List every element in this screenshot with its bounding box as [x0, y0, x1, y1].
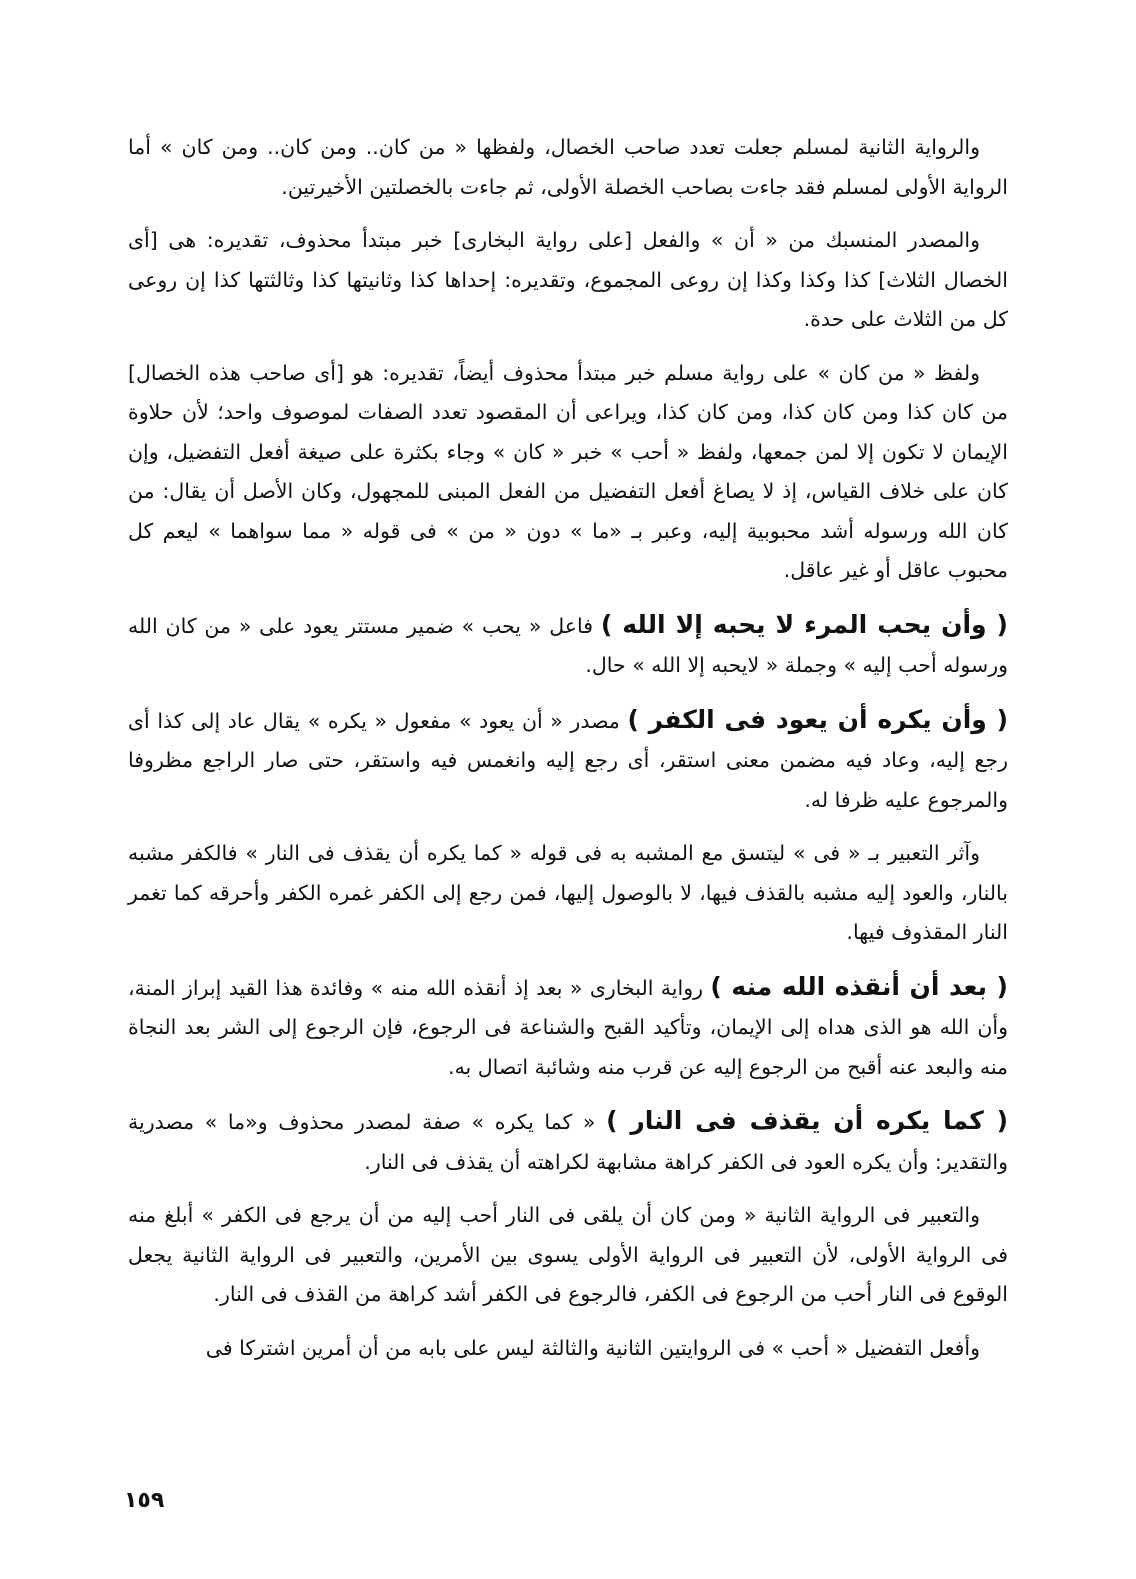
paragraph-2-text: والمصدر المنسبك من « أن » والفعل [على رواية البخارى] خبر مبتدأ محذوف، تقديره: هى [أى الخصال الثلاث] كذا وكذا وكذا إن روعى المجموع، وتقديره: إحداها كذا وثانيتها كذا وثالثتها كذا إن روعى كل من الثلاث على حدة. [128, 228, 1008, 331]
paragraph-10 [128, 1329, 1008, 1369]
paragraph-8-text: « كما يكره » صفة لمصدر محذوف و«ما » مصدرية والتقدير: وأن يكره العود فى الكفر كراهة مشابهة لكراهته أن يقذف فى النار. [128, 1110, 1008, 1174]
paragraph-4-text: فاعل « يحب » ضمير مستتر يعود على « من كان الله ورسوله أحب إليه » وجملة « لايحبه إلا الله » حال. [128, 613, 1008, 677]
paragraph-6 [128, 834, 1008, 953]
paragraph-6-text: وآثر التعبير بـ « فى » ليتسق مع المشبه به فى قوله « كما يكره أن يقذف فى النار » فالكفر مشبه بالنار، والعود إليه مشبه بالقذف فيها، لا بالوصول إليها، فمن رجع إلى الكفر غمره الكفر وأحرقه كما تغمر النار المقذوف فيها. [128, 841, 1008, 944]
paragraph-8 [128, 1101, 1008, 1182]
paragraph-5 [128, 700, 1008, 821]
hadith-phrase-heading: ( وأن يحب المرء لا يحبه إلا الله ) [600, 609, 1008, 639]
paragraph-1 [128, 128, 1008, 207]
paragraph-7-text: رواية البخارى « بعد إذ أنقذه الله منه » وفائدة هذا القيد إبراز المنة، وأن الله هو الذى هداه إلى الإيمان، وتأكيد القبح والشناعة فى الرجوع، فإن الرجوع إلى الشر بعد النجاة منه والبعد عنه أقبح من الرجوع إليه عن قرب منه وشائبة اتصال به. [128, 975, 1008, 1079]
page-body [128, 128, 1008, 1382]
paragraph-1-text: والرواية الثانية لمسلم جعلت تعدد صاحب الخصال، ولفظها « من كان.. ومن كان.. ومن كان » أما الرواية الأولى لمسلم فقد جاءت بصاحب الخصلة الأولى، ثم جاءت بالخصلتين الأخيرتين. [128, 135, 1008, 199]
paragraph-3 [128, 354, 1008, 591]
hadith-phrase-heading: ( وأن يكره أن يعود فى الكفر ) [627, 704, 1008, 734]
page-number: ١٥٩ [124, 1488, 165, 1513]
paragraph-7 [128, 967, 1008, 1088]
hadith-phrase-heading: ( كما يكره أن يقذف فى النار ) [606, 1106, 1008, 1135]
paragraph-3-text: ولفظ « من كان » على رواية مسلم خبر مبتدأ محذوف أيضاً، تقديره: هو [أى صاحب هذه الخصال] من كان كذا ومن كان كذا، ومن كان كذا، ويراعى أن المقصود تعدد الصفات لموصوف واحد؛ لأن حلاوة الإيمان لا تكون إلا لمن جمعها، ولفظ « أحب » خبر « كان » وجاء بكثرة على صيغة أفعل التفضيل، وإن كان على خلاف القياس، إذ لا يصاغ أفعل التفضيل من الفعل المبنى للمجهول، وكان الأصل أن يقال: من كان الله ورسوله أشد محبوبية إليه، وعبر بـ «ما » دون « من » فى قوله « مما سواهما » ليعم كل محبوب عاقل أو غير عاقل. [128, 360, 1008, 582]
paragraph-4 [128, 605, 1008, 686]
paragraph-9-text: والتعبير فى الرواية الثانية « ومن كان أن يلقى فى النار أحب إليه من أن يرجع فى الكفر » أبلغ منه فى الرواية الأولى، لأن التعبير فى الرواية الأولى يسوى بين الأمرين، والتعبير فى الرواية الثانية يجعل الوقوع فى النار أحب من الرجوع فى الكفر، فالرجوع فى الكفر أشد كراهة من القذف فى النار. [128, 1203, 1008, 1306]
paragraph-2 [128, 221, 1008, 340]
paragraph-10-text: وأفعل التفضيل « أحب » فى الروايتين الثانية والثالثة ليس على بابه من أن أمرين اشتركا فى [205, 1335, 980, 1360]
paragraph-9 [128, 1196, 1008, 1315]
hadith-phrase-heading: ( بعد أن أنقذه الله منه ) [710, 971, 1008, 1001]
paragraph-5-text: مصدر « أن يعود » مفعول « يكره » يقال عاد إلى كذا أى رجع إليه، وعاد فيه مضمن معنى استقر، أى رجع إليه وانغمس فيه واستقر، حتى صار الراجع مظروفا والمرجوع عليه ظرفا له. [128, 708, 1008, 812]
